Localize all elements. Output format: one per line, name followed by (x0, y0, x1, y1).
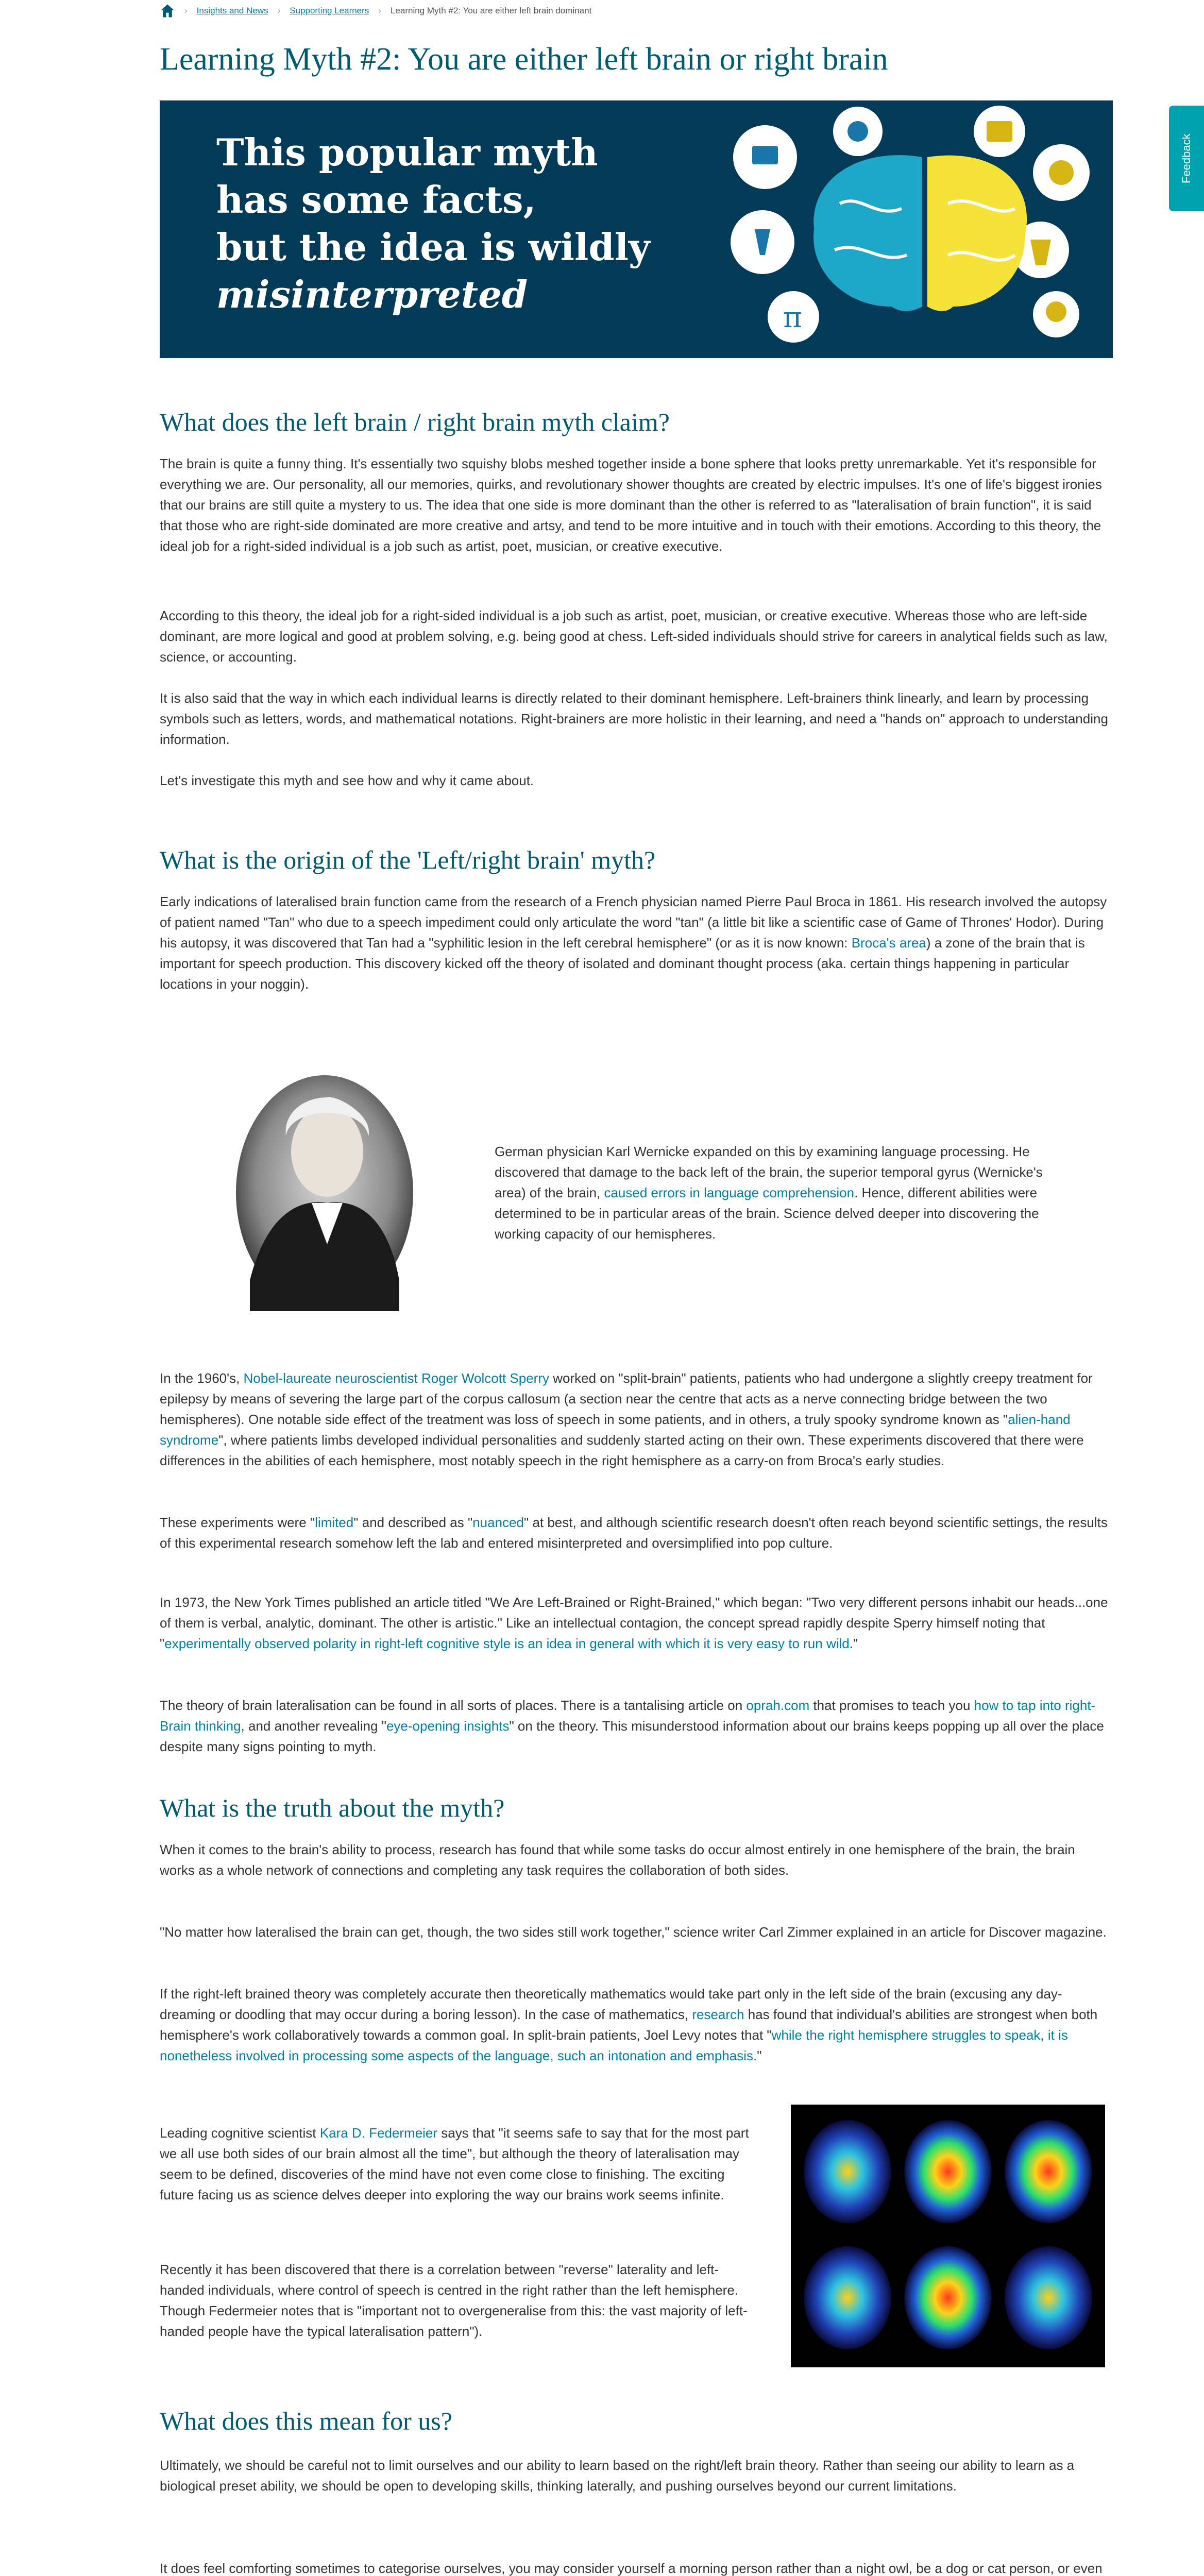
wernicke-paragraph: German physician Karl Wernicke expanded on this by examining language processing. He discovered that damage to the back left of the brain, the superior temporal gyrus (Wernicke's area) of the brain, caused errors in language comprehension. Hence, different abilities were determined to be in particular areas of the brain. Science delved deeper into discovering the working capacity of our hemispheres. (495, 1144, 1043, 1242)
home-icon[interactable] (160, 3, 175, 19)
feedback-tab[interactable]: Feedback (1169, 106, 1204, 211)
paragraph: Leading cognitive scientist Kara D. Federmeier says that "it seems safe to say that for the most part we all use both sides of our brain almost all the time", but although the theory of lateralisation may seem to be defined, discoveries of the mind have not even come close to finishing. The exciting future facing us as science delves deeper into exploring the way our brains work seems infinite. (160, 2125, 749, 2202)
paragraph: It does feel comforting sometimes to categorise ourselves, you may consider yourself a morning person rather than a night owl, be a dog or cat person, or even (160, 2561, 1103, 2576)
brain-scan-image (791, 2105, 1105, 2367)
alien-hand-link[interactable]: alien-hand syndrome (160, 1412, 1071, 1448)
karl-wernicke-portrait (234, 1074, 415, 1311)
section-heading-truth: What is the truth about the myth? (160, 1793, 505, 1822)
hero-line-4: misinterpreted (216, 273, 528, 316)
paragraph: These experiments were "limited" and described as "nuanced" at best, and although scientific research doesn't often reach beyond scientific settings, the results of this experimental research somehow left the lab and entered misinterpreted and oversimplified into pop culture. (160, 1515, 1108, 1551)
federmeier-link[interactable]: Kara D. Federmeier (319, 2125, 438, 2141)
hero-line-2: has some facts, (216, 178, 536, 222)
paragraph: Ultimately, we should be careful not to limit ourselves and our ability to learn based on the right/left brain theory. Rather than seeing our ability to learn as a biological preset ability, we should be open to developing skills, thinking laterally, and pushing ourselves beyond our current limitations. (160, 2458, 1075, 2494)
nuanced-link[interactable]: nuanced (472, 1515, 524, 1530)
section-heading-claim: What does the left brain / right brain myth claim? (160, 408, 670, 436)
hero-banner (160, 100, 1113, 358)
paragraph: Recently it has been discovered that there is a correlation between "reverse" laterality and left-handed individuals, where control of speech is centred in the right rather than the left hemisphere. Though Federmeier notes that is "important not to overgeneralise from this: the vast majority of left-handed people have the typical lateralisation pattern"). (160, 2262, 748, 2339)
brain-illustration (706, 100, 1113, 358)
hero-line-1: This popular myth (216, 130, 598, 174)
section-heading-meaning: What does this mean for us? (160, 2406, 452, 2435)
levy-quote-link[interactable]: while the right hemisphere struggles to speak, it is nonetheless involved in processing some aspects of the language, such an intonation and emphasis (160, 2027, 1068, 2063)
paragraph: If the right-left brained theory was completely accurate then theoretically mathematics would take part only in the left side of the brain (excusing any day-dreaming or doodling that may occur during a boring lesson). In the case of mathematics, research has found that individual's abilities are strongest when both hemisphere's work collaboratively towards a common goal. In split-brain patients, Joel Levy notes that "while the right hemisphere struggles to speak, it is nonetheless involved in processing some aspects of the language, such an intonation and emphasis." (160, 1986, 1098, 2063)
page-title: Learning Myth #2: You are either left brain or right brain (160, 42, 888, 77)
paragraph: The theory of brain lateralisation can be found in all sorts of places. There is a tantalising article on oprah.com that promises to teach you how to tap into right-Brain thinking, and another revealing "eye-opening insights" on the theory. This misunderstood information about our brains keeps popping up all over the place despite many signs pointing to myth. (160, 1698, 1104, 1754)
oprah-link[interactable]: oprah.com (746, 1698, 810, 1713)
breadcrumb-separator: › (277, 6, 281, 15)
breadcrumb-supporting-link[interactable]: Supporting Learners (290, 6, 369, 15)
sperry-link[interactable]: Nobel-laureate neuroscientist Roger Wolcott Sperry (243, 1370, 549, 1386)
breadcrumb-insights-link[interactable]: Insights and News (196, 6, 268, 15)
hero-text (216, 129, 650, 318)
hero-line-3: but the idea is wildly (216, 225, 650, 269)
paragraph: In 1973, the New York Times published an article titled "We Are Left-Brained or Right-Brained," which began: "Two very different persons inhabit our heads...one of them is verbal, analytic, dominant. The other is artistic." Like an intellectual contagion, the concept spread rapidly despite Sperry himself noting that "experimentally observed polarity in right-left cognitive style is an idea in general with which it is very easy to run wild." (160, 1595, 1108, 1651)
breadcrumb-current: Learning Myth #2: You are either left brain dominant (390, 6, 592, 15)
brocas-area-link[interactable]: Broca's area (851, 935, 926, 951)
polarity-quote-link[interactable]: experimentally observed polarity in right-left cognitive style is an idea in general with which it is very easy to run wild (164, 1636, 850, 1651)
paragraph: "No matter how lateralised the brain can get, though, the two sides still work together," science writer Carl Zimmer explained in an article for Discover magazine. (160, 1924, 1107, 1940)
limited-link[interactable]: limited (315, 1515, 354, 1530)
right-brain-thinking-link[interactable]: how to tap into right-Brain thinking (160, 1698, 1096, 1734)
eye-opening-insights-link[interactable]: eye-opening insights (386, 1718, 510, 1734)
paragraph: When it comes to the brain's ability to process, research has found that while some tasks do occur almost entirely in one hemisphere of the brain, the brain works as a whole network of connections and completing any task requires the collaboration of both sides. (160, 1842, 1075, 1878)
research-link[interactable]: research (692, 2007, 744, 2022)
paragraph: In the 1960's, Nobel-laureate neuroscientist Roger Wolcott Sperry worked on "split-brain" patients, patients who had undergone a slightly creepy treatment for epilepsy by means of severing the large part of the corpus callosum (a section near the centre that acts as a nerve connecting bridge between the two hemispheres). One notable side effect of the treatment was loss of speech in some patients, and in others, a truly spooky syndrome known as "alien-hand syndrome", where patients limbs developed individual personalities and suddenly started acting on their own. These experiments discovered that there were differences in the abilities of each hemisphere, most notably speech in the right hemisphere as a carry-on from Broca's early studies. (160, 1370, 1093, 1468)
svg-text:π: π (783, 301, 802, 334)
paragraph: Early indications of lateralised brain function came from the research of a French physician named Pierre Paul Broca in 1861. His research involved the autopsy of patient named "Tan" who due to a speech impediment could only articulate the word "tan" (a little bit like a scientific case of Game of Thrones' Hodor). During his autopsy, it was discovered that Tan had a "syphilitic lesion in the left cerebral hemisphere" (or as it is now known: Broca's area) a zone of the brain that is important for speech production. This discovery kicked off the theory of isolated and dominant thought process (aka. certain things happening in particular locations in your noggin). (160, 894, 1107, 992)
breadcrumb-separator: › (378, 6, 381, 15)
paragraph: The brain is quite a funny thing. It's essentially two squishy blobs meshed together inside a bone sphere that looks pretty unremarkable. Yet it's responsible for everything we are. Our personality, all our memories, quirks, and revolutionary shower thoughts are created by electric impulses. It's one of life's biggest ironies that our brains are still quite a mystery to us. The idea that one side is more dominant than the other is referred to as "lateralisation of brain function", it is said that those who are right-side dominated are more creative and artsy, and tend to be more intuitive and in touch with their emotions. According to this theory, the ideal job for a right-sided individual is a job such as artist, poet, musician, or creative executive. (160, 456, 1102, 554)
paragraph: Let's investigate this myth and see how and why it came about. (160, 773, 534, 788)
paragraph: It is also said that the way in which each individual learns is directly related to their dominant hemisphere. Left-brainers think linearly, and learn by processing symbols such as letters, words, and mathematical notations. Right-brainers are more holistic in their learning, and need a "hands on" approach to understanding information. (160, 690, 1108, 747)
breadcrumb (160, 3, 591, 19)
breadcrumb-separator: › (184, 6, 188, 15)
language-errors-link[interactable]: caused errors in language comprehension (604, 1185, 855, 1200)
section-heading-origin: What is the origin of the 'Left/right brain' myth? (160, 845, 656, 874)
paragraph: According to this theory, the ideal job for a right-sided individual is a job such as artist, poet, musician, or creative executive. Whereas those who are left-side dominant, are more logical and good at problem solving, e.g. being good at chess. Left-sided individuals should strive for careers in analytical fields such as law, science, or accounting. (160, 608, 1108, 665)
